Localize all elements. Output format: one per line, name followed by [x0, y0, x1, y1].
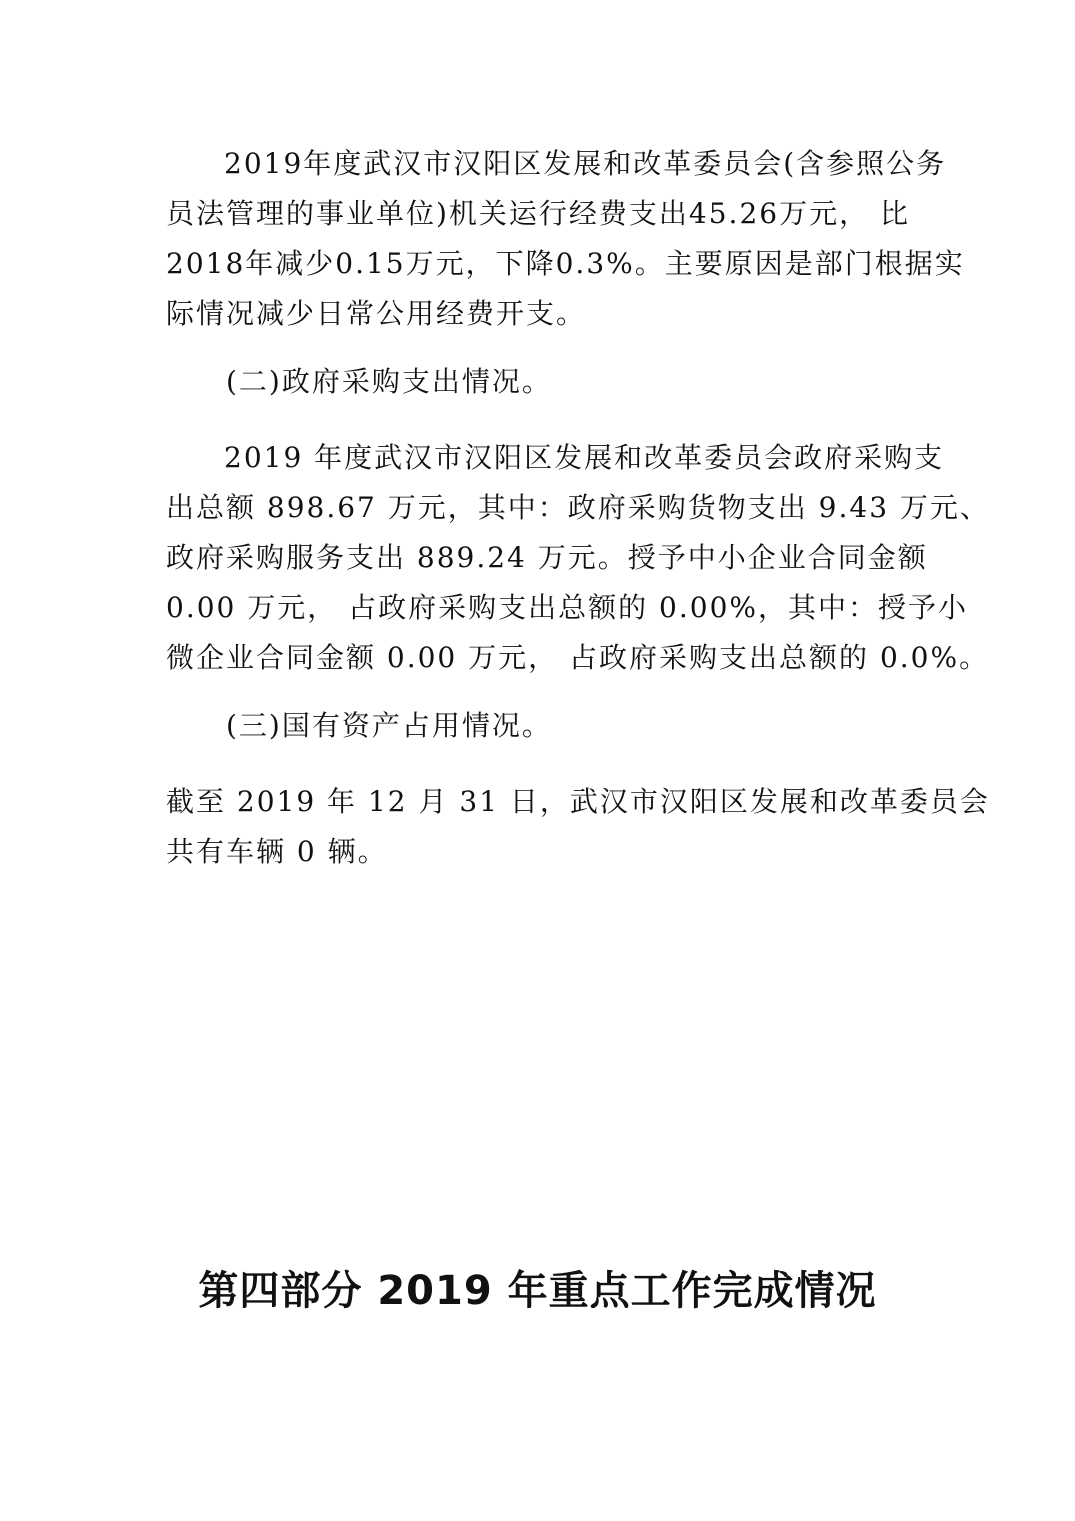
paragraph2-line-5: 微企业合同金额 0.00 万元， 占政府采购支出总额的 0.0%。 [166, 641, 990, 674]
paragraph2-line-4: 0.00 万元， 占政府采购支出总额的 0.00%，其中：授予小 [166, 591, 968, 624]
paragraph1-line-3: 2018年减少0.15万元，下降0.3%。主要原因是部门根据实 [166, 247, 965, 280]
paragraph2-line-2: 出总额 898.67 万元，其中：政府采购货物支出 9.43 万元、 [166, 491, 990, 524]
paragraph3-line-2: 共有车辆 0 辆。 [166, 835, 388, 868]
part4-heading: 第四部分 2019 年重点工作完成情况 [198, 1268, 877, 1314]
paragraph1-line-1: 2019年度武汉市汉阳区发展和改革委员会(含参照公务 [224, 147, 947, 180]
section3-title: (三)国有资产占用情况。 [226, 709, 552, 742]
paragraph3-line-1: 截至 2019 年 12 月 31 日，武汉市汉阳区发展和改革委员会 [166, 785, 990, 818]
paragraph2-line-3: 政府采购服务支出 889.24 万元。授予中小企业合同金额 [166, 541, 928, 574]
paragraph2-line-1: 2019 年度武汉市汉阳区发展和改革委员会政府采购支 [224, 441, 945, 474]
paragraph1-line-4: 际情况减少日常公用经费开支。 [166, 297, 587, 330]
section2-title: (二)政府采购支出情况。 [226, 365, 552, 398]
paragraph1-line-2: 员法管理的事业单位)机关运行经费支出45.26万元， 比 [166, 197, 910, 230]
